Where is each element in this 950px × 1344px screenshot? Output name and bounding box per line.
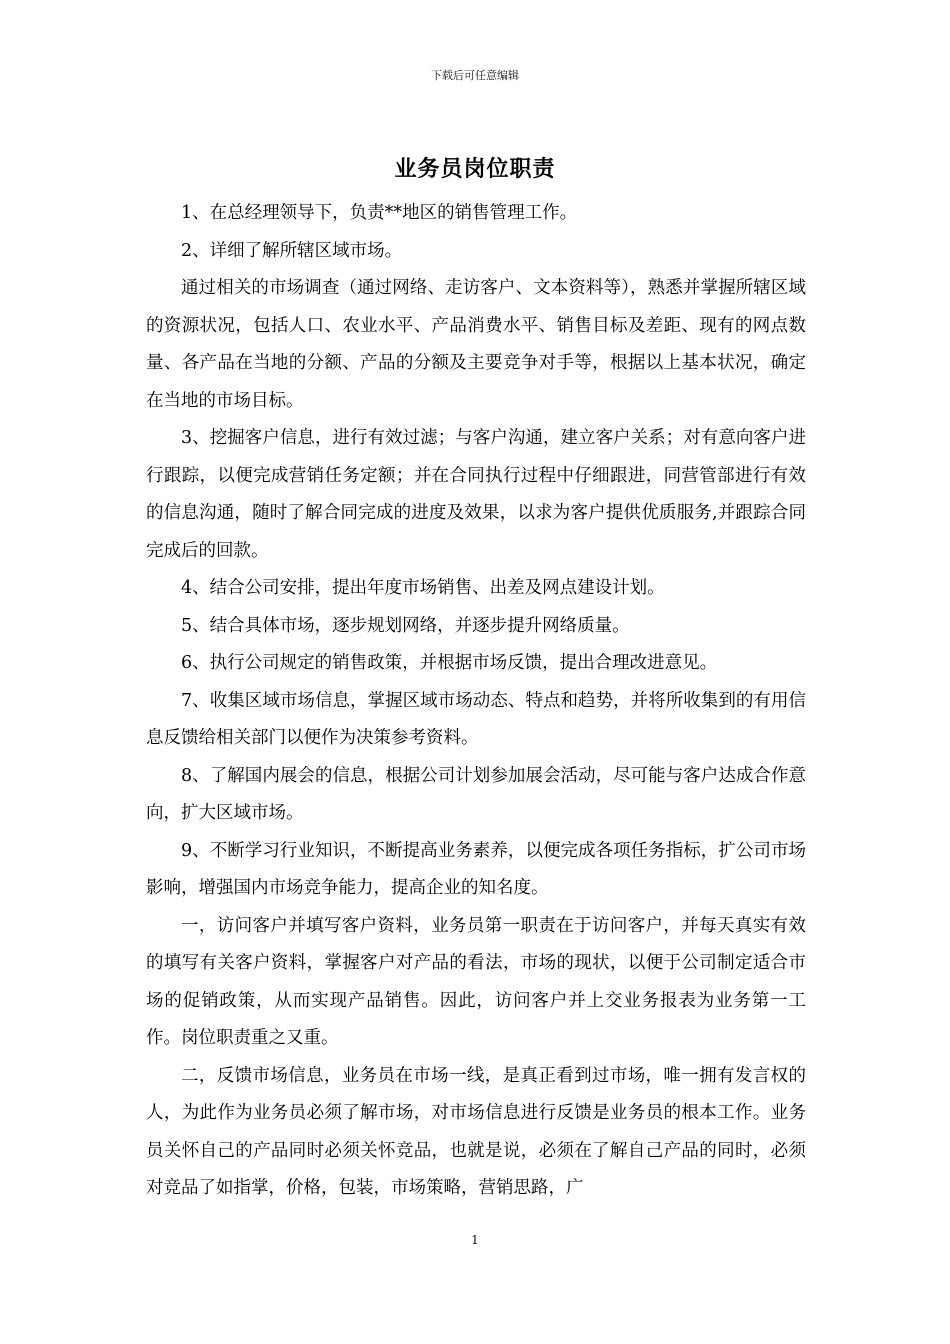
paragraph: 7、收集区域市场信息，掌握区域市场动态、特点和趋势，并将所收集到的有用信息反馈给相关部门以便作为决策参考资料。 <box>146 690 806 748</box>
paragraph: 二，反馈市场信息，业务员在市场一线，是真正看到过市场，唯一拥有发言权的人，为此作为业务员必须了解市场，对市场信息进行反馈是业务员的根本工作。业务员关怀自己的产品同时必须关怀竞品，也就是说，必须在了解自己产品的同时，必须对竞品了如指掌，价格，包装，市场策略，营销思路，广 <box>146 1065 806 1198</box>
paragraph: 2、详细了解所辖区域市场。 <box>181 240 403 261</box>
paragraph: 3、挖掘客户信息，进行有效过滤；与客户沟通，建立客户关系；对有意向客户进行跟踪，以便完成营销任务定额；并在合同执行过程中仔细跟进，同营管部进行有效的信息沟通，随时了解合同完成的进度及效果，以求为客户提供优质服务,并跟踪合同完成后的回款。 <box>146 428 806 561</box>
document-body <box>146 195 806 1208</box>
paragraph: 6、执行公司规定的销售政策，并根据市场反馈，提出合理改进意见。 <box>181 653 718 673</box>
paragraph: 4、结合公司安排，提出年度市场销售、出差及网点建设计划。 <box>181 578 665 598</box>
paragraph: 通过相关的市场调查（通过网络、走访客户、文本资料等），熟悉并掌握所辖区域的资源状况，包括人口、农业水平、产品消费水平、销售目标及差距、现有的网点数量、各产品在当地的分额、产品的分额及主要竞争对手等，根据以上基本状况，确定在当地的市场目标。 <box>146 278 806 411</box>
paragraph: 5、结合具体市场，逐步规划网络，并逐步提升网络质量。 <box>181 615 630 636</box>
page-header: 下载后可任意编辑 <box>431 69 519 82</box>
document-title: 业务员岗位职责 <box>394 157 556 182</box>
page-number: 1 <box>471 1233 479 1247</box>
paragraph: 8、了解国内展会的信息，根据公司计划参加展会活动，尽可能与客户达成合作意向，扩大区域市场。 <box>146 765 806 823</box>
paragraph: 一，访问客户并填写客户资料，业务员第一职责在于访问客户，并每天真实有效的填写有关客户资料，掌握客户对产品的看法，市场的现状，以便于公司制定适合市场的促销政策，从而实现产品销售。因此，访问客户并上交业务报表为业务第一工作。岗位职责重之又重。 <box>146 915 806 1048</box>
paragraph: 9、不断学习行业知识，不断提高业务素养，以便完成各项任务指标，扩公司市场影响，增强国内市场竞争能力，提高企业的知名度。 <box>146 840 806 898</box>
paragraph: 1、在总经理领导下，负责**地区的销售管理工作。 <box>181 203 578 223</box>
